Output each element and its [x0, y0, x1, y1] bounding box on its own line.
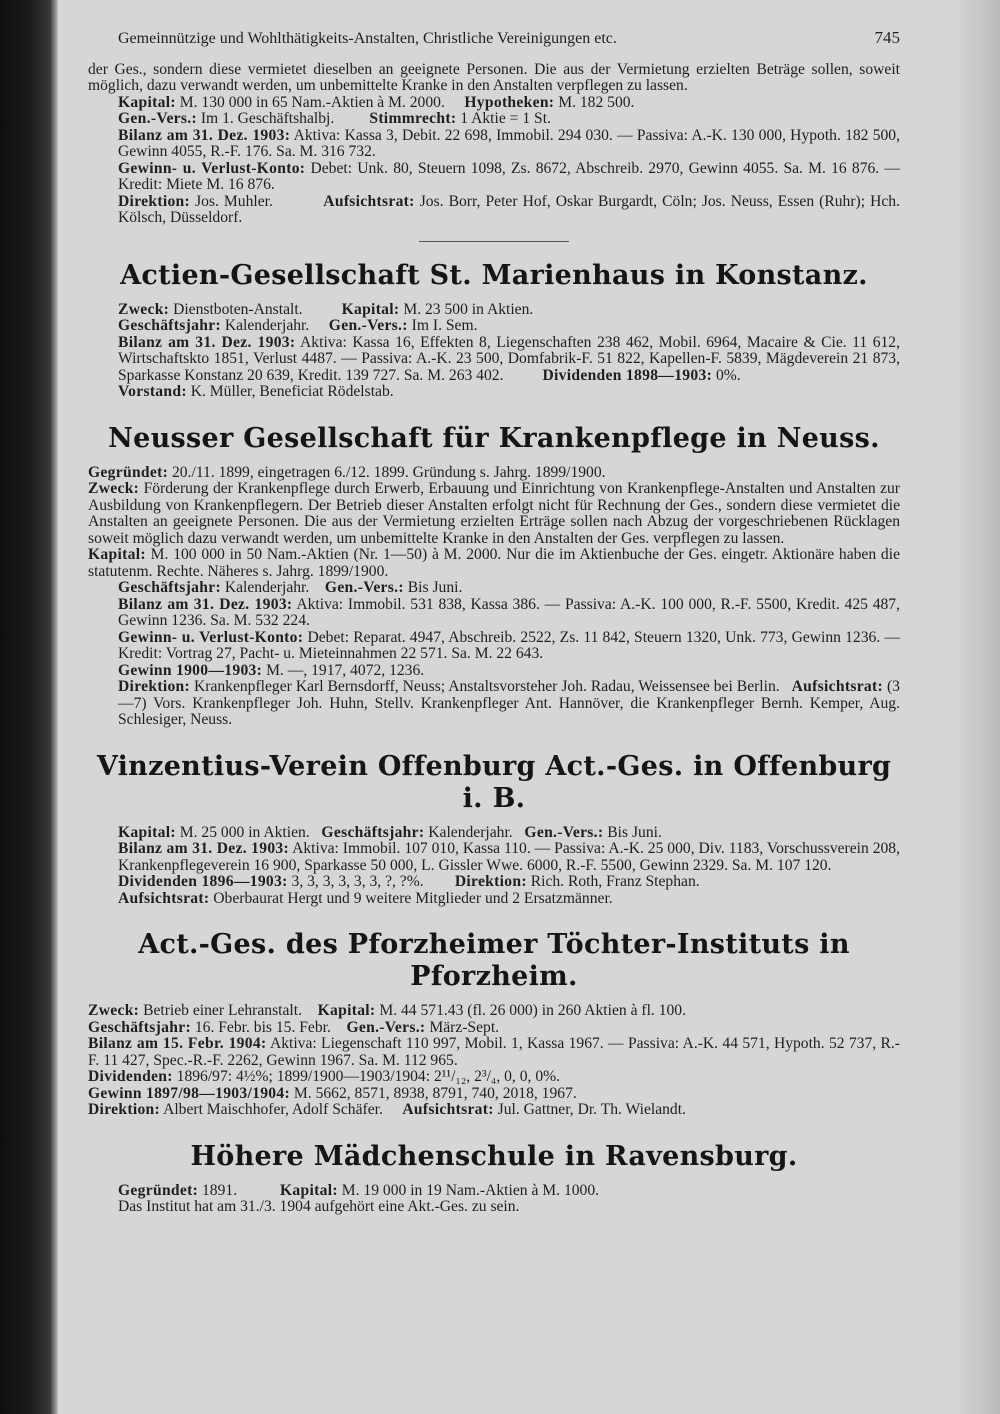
gj-line [88, 580, 900, 597]
direktion-label: Direktion: [88, 1101, 161, 1118]
gj-label: Geschäftsjahr: [88, 1018, 191, 1036]
prev-guv-value: Debet: Unk. 80, Steuern 1098, Zs. 8672, Abschreib. 2970, Gewinn 4055. Sa. M. 16 876. — Kredit: Miete M. 16 876. [118, 159, 900, 193]
zweck-label: Zweck: [118, 300, 170, 318]
kapital-label: Kapital: [118, 823, 176, 841]
gew-label: Gewinn 1900—1903: [118, 661, 263, 679]
gj-value: 16. Febr. bis 15. Febr. [194, 1018, 331, 1036]
aufsicht-label: Aufsichtsrat: [402, 1101, 494, 1118]
div-label: Dividenden: [88, 1068, 173, 1085]
vorstand-line [88, 384, 900, 401]
page-content [88, 30, 900, 1216]
entry-vinzentius-verein [88, 751, 900, 908]
gegr-line [88, 465, 900, 482]
zweck-value: Förderung der Krankenpflege durch Erwerb, Erbauung und Einrichtung von Krankenpflege-Anstalten und Anstalten zur Ausbildung von Krankenpflegern. Der Betrieb dieser Anstalten erfolgt nicht für Rechnung der Ges., sondern diese vermietet die Anstalten an geeignete Personen. Die aus der Vermietung erzielten Erträge sollen nach Abzug der vorgeschriebenen Rücklagen soweit möglich dazu verwandt werden, um unbemittelte Kranke in den Anstalten der Ges. verpflegen zu lassen. [88, 480, 900, 547]
prev-guv-line [88, 161, 900, 194]
bilanz-label: Bilanz am 15. Febr. 1904: [88, 1035, 267, 1052]
aufsicht-label: Aufsichtsrat: [791, 678, 883, 695]
div-label: Dividenden 1898—1903: [542, 366, 713, 384]
gewinn-line [88, 1086, 900, 1103]
zweck-value: Dienstboten-Anstalt. [173, 300, 303, 318]
prev-direktion-line [88, 194, 900, 227]
genvers-value: Bis Juni. [407, 579, 463, 596]
bilanz-line [88, 597, 900, 630]
prev-bilanz-label: Bilanz am 31. Dez. 1903: [118, 126, 291, 144]
running-head-title: Gemeinnützige und Wohlthätigkeits-Anstalten, Christliche Vereinigungen etc. [118, 30, 617, 47]
gj-label: Geschäftsjahr: [118, 317, 221, 334]
direktion-line [88, 1102, 900, 1119]
bilanz-value: Aktiva: Immobil. 107 010, Kassa 110. — Passiva: A.-K. 25 000, Div. 1183, Vorschussverein 208, Krankenpflegeverein 16 900, Sparkasse 50 000, L. Gissler Wwe. 6000, R.-F. 5500, Gewinn 2329. Sa. M. 107 120. [118, 840, 900, 874]
bilanz-line [88, 335, 900, 385]
kapital-label: Kapital: [341, 300, 400, 318]
prev-stimm-value: 1 Aktie = 1 St. [460, 110, 551, 127]
aufsicht-value: Jul. Gattner, Dr. Th. Wielandt. [497, 1101, 686, 1118]
aufsicht-line [88, 891, 900, 908]
prev-direktion-label: Direktion: [118, 192, 191, 210]
direktion-label: Direktion: [118, 678, 191, 695]
zweck-line [88, 302, 900, 319]
zweck-value: Betrieb einer Lehranstalt. [143, 1002, 302, 1019]
aufsicht-label: Aufsichtsrat: [118, 889, 210, 907]
direktion-line [88, 679, 900, 729]
entry-title: Actien-Gesellschaft St. Marienhaus in Konstanz. [120, 259, 868, 291]
prev-entry-text: der Ges., sondern diese vermietet dieselben an geeignete Personen. Die aus der Vermietung erzielten Beträge sollen, soweit möglich, dazu verwandt werden, um unbemittelte Kranke in den Anstalten verpflegen zu lassen. [88, 60, 900, 94]
gj-value: Kalenderjahr. [428, 823, 513, 841]
direktion-value: Krankenpfleger Karl Bernsdorff, Neuss; Anstaltsvorsteher Joh. Radau, Weissensee bei Berlin. [194, 678, 780, 695]
kapital-line [88, 825, 900, 842]
genvers-value: März-Sept. [429, 1018, 500, 1036]
vorstand-label: Vorstand: [118, 383, 187, 400]
prev-genvers-label: Gen.-Vers.: [118, 110, 197, 127]
genvers-value: Im I. Sem. [411, 317, 478, 334]
genvers-label: Gen.-Vers.: [328, 317, 408, 334]
prev-aufsicht-label: Aufsichtsrat: [323, 192, 415, 210]
entry-hoehere-maedchenschule [88, 1141, 900, 1216]
zweck-line [88, 481, 900, 547]
div-line [88, 1069, 900, 1086]
kapital-value: M. 25 000 in Aktien. [179, 823, 310, 841]
genvers-label: Gen.-Vers.: [324, 579, 404, 596]
kapital-value: M. 19 000 in 19 Nam.-Aktien à M. 1000. [341, 1181, 600, 1199]
page-number: 745 [874, 28, 900, 47]
kapital-label: Kapital: [88, 546, 146, 563]
gj-line [88, 1020, 900, 1037]
book-gutter-shadow [0, 0, 58, 1414]
gewinn-line [88, 663, 900, 680]
gegr-value: 20./11. 1899, eingetragen 6./12. 1899. Gründung s. Jahrg. 1899/1900. [172, 463, 606, 481]
prev-genvers-value: Im 1. Geschäftshalbj. [200, 110, 335, 127]
entry-pforzheimer-toechter-institut [88, 929, 900, 1119]
bilanz-label: Bilanz am 31. Dez. 1903: [118, 840, 290, 857]
bilanz-line [88, 841, 900, 874]
kapital-value: M. 44 571.43 (fl. 26 000) in 260 Aktien à fl. 100. [379, 1002, 686, 1019]
div-line [88, 874, 900, 891]
prev-kapital-line [88, 95, 900, 112]
gew-label: Gewinn 1897/98—1903/1904: [88, 1084, 290, 1102]
guv-line [88, 630, 900, 663]
guv-label: Gewinn- u. Verlust-Konto: [118, 628, 304, 646]
gj-line [88, 318, 900, 335]
gegr-label: Gegründet: [88, 463, 169, 481]
bilanz-line [88, 1036, 900, 1069]
gj-value: Kalenderjahr. [224, 317, 310, 334]
entry-marienhaus [88, 260, 900, 401]
direktion-label: Direktion: [454, 873, 527, 890]
gj-label: Geschäftsjahr: [321, 823, 425, 841]
prev-stimm-label: Stimmrecht: [369, 110, 457, 127]
bilanz-label: Bilanz am 31. Dez. 1903: [118, 595, 293, 613]
prev-entry-continuation [88, 62, 900, 227]
guv-value: Debet: Reparat. 4947, Abschreib. 2522, Zs. 11 842, Steuern 1320, Unk. 773, Gewinn 1236. — Kredit: Vortrag 27, Pacht- u. Mieteinnahmen 22 571. Sa. M. 22 643. [118, 628, 900, 662]
kapital-label: Kapital: [279, 1181, 338, 1199]
bilanz-value: Aktiva: Kassa 16, Effekten 8, Liegenschaften 238 462, Mobil. 6964, Macaire & Cie. 11 612, Wirtschaftskto 1851, Verlust 4487. — Passiva: A.-K. 23 500, Domfabrik-F. 51 822, Kapellen-F. 5839, Mägdeverein 21 873, Sparkasse Konstanz 20 639, Kredit. 139 727. Sa. M. 263 402. [118, 333, 900, 384]
gegr-label: Gegründet: [118, 1181, 199, 1199]
entry-title: Act.-Ges. des Pforzheimer Töchter-Instituts in Pforzheim. [138, 929, 850, 992]
genvers-label: Gen.-Vers.: [524, 823, 604, 841]
entry-neusser-gesellschaft [88, 423, 900, 729]
aufsicht-value: Oberbaurat Hergt und 9 weitere Mitglieder und 2 Ersatzmänner. [213, 889, 613, 907]
direktion-value: Rich. Roth, Franz Stephan. [530, 873, 700, 890]
entry-title: Höhere Mädchenschule in Ravensburg. [190, 1140, 798, 1172]
vorstand-value: K. Müller, Beneficiat Rödelstab. [190, 383, 394, 400]
direktion-value: Albert Maischhofer, Adolf Schäfer. [163, 1101, 383, 1118]
prev-aufsicht-value: Jos. Borr, Peter Hof, Oskar Burgardt, Cöln; Jos. Neuss, Essen (Ruhr); Hch. Kölsch, Düsseldorf. [118, 192, 900, 226]
prev-bilanz-value: Aktiva: Kassa 3, Debit. 22 698, Immobil. 294 030. — Passiva: A.-K. 130 000, Hypoth. 182 500, Gewinn 4055, R.-F. 176. Sa. M. 316 732. [118, 126, 900, 160]
aufsicht-value: (3—7) Vors. Krankenpfleger Joh. Huhn, Stellv. Krankenpfleger Ant. Hannöver, die Krankenpfleger Bernh. Kemper, Aug. Schlesiger, Neuss. [118, 678, 900, 728]
gew-value: M. 5662, 8571, 8938, 8791, 740, 2018, 1967. [293, 1084, 577, 1102]
prev-direktion-value: Jos. Muhler. [195, 192, 273, 210]
page-edge-shadow [960, 0, 1000, 1414]
kapital-value: M. 100 000 in 50 Nam.-Aktien (Nr. 1—50) à M. 2000. Nur die im Aktienbuche der Ges. eingetr. Aktionäre haben die statutenm. Rechte. Näheres s. Jahrg. 1899/1900. [88, 546, 900, 580]
prev-hyp-value: M. 182 500. [558, 93, 635, 111]
kapital-label: Kapital: [317, 1002, 376, 1019]
prev-bilanz-line [88, 128, 900, 161]
running-head [88, 30, 900, 48]
zweck-label: Zweck: [88, 1002, 140, 1019]
entry-title: Neusser Gesellschaft für Krankenpflege in Neuss. [108, 422, 880, 454]
zweck-line [88, 1003, 900, 1020]
div-value: 3, 3, 3, 3, 3, 3, ?, ?%. [291, 873, 424, 890]
prev-kapital-value: M. 130 000 in 65 Nam.-Aktien à M. 2000. [179, 93, 445, 111]
gegr-value: 1891. [202, 1181, 238, 1199]
genvers-value: Bis Juni. [607, 823, 662, 841]
zweck-label: Zweck: [88, 480, 140, 497]
gew-value: M. —, 1917, 4072, 1236. [266, 661, 425, 679]
genvers-label: Gen.-Vers.: [346, 1018, 426, 1036]
bilanz-value: Aktiva: Liegenschaft 110 997, Mobil. 1, Kassa 1967. — Passiva: A.-K. 44 571, Hypoth. 52 737, R.-F. 11 427, Spec.-R.-F. 2262, Gewinn 1967. Sa. M. 112 965. [88, 1035, 900, 1069]
div-value: 1896/97: 4½%; 1899/1900—1903/1904: 2¹¹/₁₂, 2³/₄, 0, 0, 0%. [176, 1068, 561, 1085]
prev-guv-label: Gewinn- u. Verlust-Konto: [118, 159, 306, 177]
kapital-line [88, 547, 900, 580]
bilanz-label: Bilanz am 31. Dez. 1903: [118, 333, 296, 351]
prev-genvers-line [88, 111, 900, 128]
prev-kapital-label: Kapital: [118, 93, 176, 111]
gegr-line [88, 1183, 900, 1200]
kapital-value: M. 23 500 in Aktien. [403, 300, 534, 318]
prev-hyp-label: Hypotheken: [464, 93, 555, 111]
div-value: 0%. [716, 366, 741, 384]
bilanz-value: Aktiva: Immobil. 531 838, Kassa 386. — Passiva: A.-K. 100 000, R.-F. 5500, Kredit. 425 487, Gewinn 1236. Sa. M. 532 224. [118, 595, 900, 629]
gj-value: Kalenderjahr. [224, 579, 310, 596]
div-label: Dividenden 1896—1903: [118, 873, 288, 890]
section-divider [419, 241, 569, 242]
note-line: Das Institut hat am 31./3. 1904 aufgehört eine Akt.-Ges. zu sein. [118, 1198, 520, 1215]
entry-title: Vinzentius-Verein Offenburg Act.-Ges. in Offenburg i. B. [96, 750, 892, 814]
gj-label: Geschäftsjahr: [118, 579, 221, 596]
